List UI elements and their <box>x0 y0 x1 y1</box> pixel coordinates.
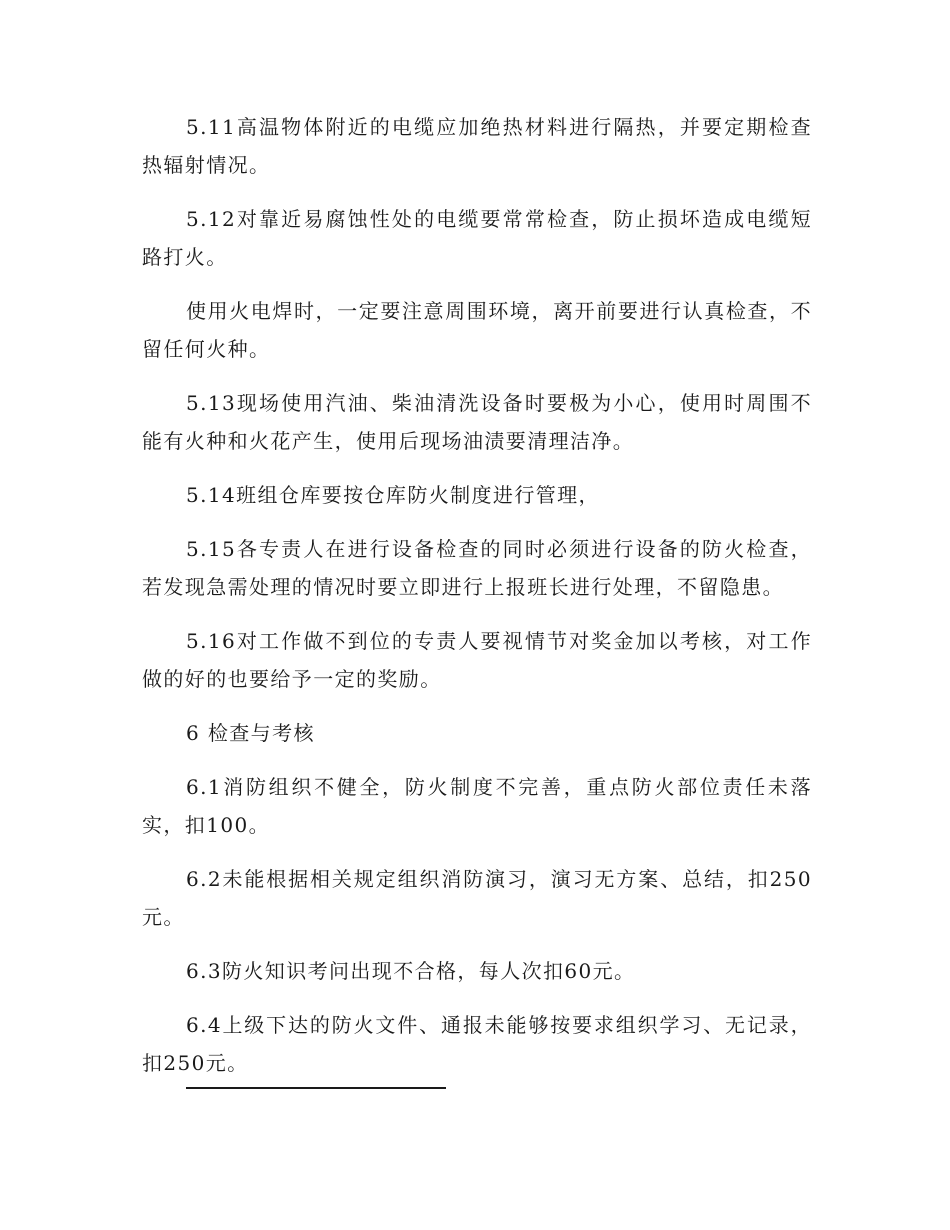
paragraph-welding: 使用火电焊时，一定要注意周围环境，离开前要进行认真检查，不留任何火种。 <box>142 299 812 361</box>
paragraph-5-11: 5.11高温物体附近的电缆应加绝热材料进行隔热，并要定期检查热辐射情况。 <box>142 115 812 177</box>
section-heading-6: 6 检查与考核 <box>186 721 315 745</box>
paragraph-5-14: 5.14班组仓库要按仓库防火制度进行管理， <box>186 483 600 507</box>
paragraph-6-4: 6.4上级下达的防火文件、通报未能够按要求组织学习、无记录，扣250元。 <box>142 1013 812 1075</box>
paragraph-5-16: 5.16对工作做不到位的专责人要视情节对奖金加以考核，对工作做的好的也要给予一定的奖励。 <box>142 629 812 691</box>
paragraph-6-2: 6.2未能根据相关规定组织消防演习，演习无方案、总结，扣250元。 <box>142 867 812 929</box>
paragraph-6-3: 6.3防火知识考问出现不合格，每人次扣60元。 <box>186 959 636 983</box>
paragraph-5-15: 5.15各专责人在进行设备检查的同时必须进行设备的防火检查，若发现急需处理的情况时要立即进行上报班长进行处理，不留隐患。 <box>142 537 812 599</box>
paragraph-5-12: 5.12对靠近易腐蚀性处的电缆要常常检查，防止损坏造成电缆短路打火。 <box>142 207 812 269</box>
paragraph-5-13: 5.13现场使用汽油、柴油清洗设备时要极为小心，使用时周围不能有火种和火花产生，使用后现场油渍要清理洁净。 <box>142 391 812 453</box>
footnote-divider <box>186 1087 446 1089</box>
paragraph-6-1: 6.1消防组织不健全，防火制度不完善，重点防火部位责任未落实，扣100。 <box>142 775 812 837</box>
document-body <box>142 108 812 1098</box>
